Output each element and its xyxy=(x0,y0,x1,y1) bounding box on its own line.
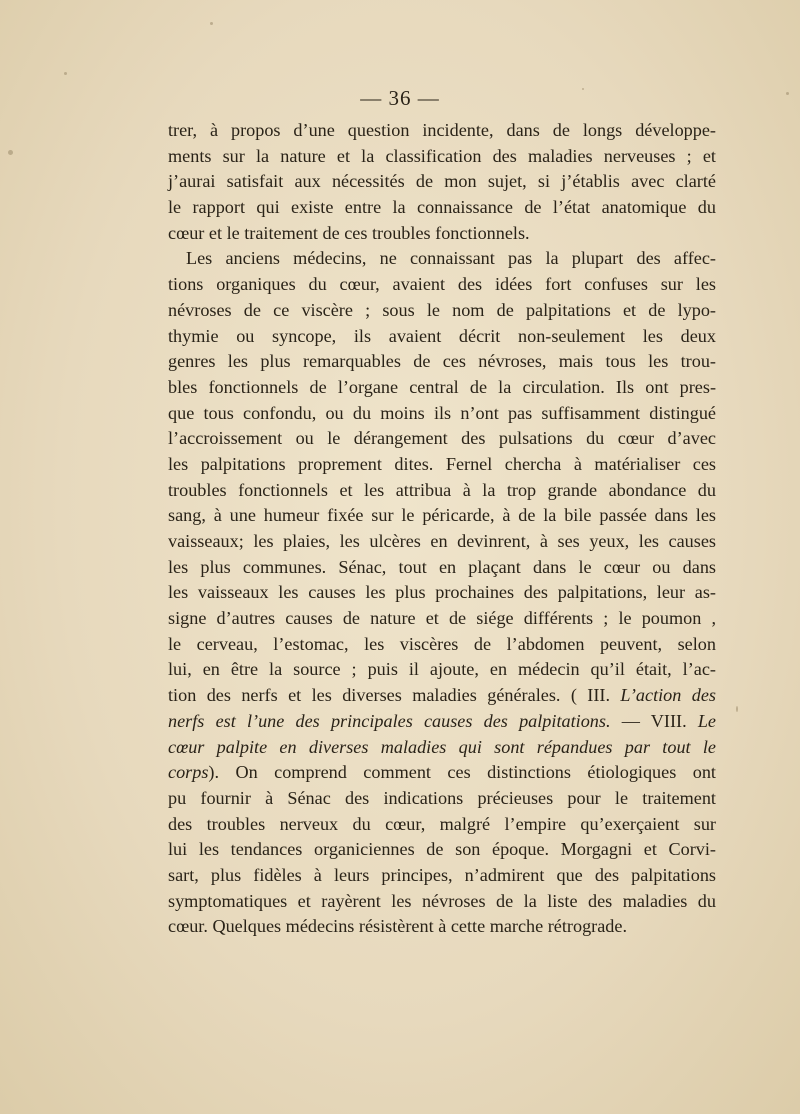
body-text xyxy=(168,118,716,940)
text-line xyxy=(168,735,716,761)
text-line: névroses de ce viscère ; sous le nom de palpitations et de lypo- xyxy=(168,299,716,320)
italic-quote: corps xyxy=(168,762,209,783)
text-line: cœur. Quelques médecins résistèrent à cette marche rétrograde. xyxy=(168,916,628,937)
paper-speck xyxy=(786,92,789,95)
text-line: troubles fonctionnels et les attribua à la trop grande abondance du xyxy=(168,479,716,500)
italic-quote: cœur palpite en diverses maladies qui sont répandues par tout le xyxy=(168,736,716,757)
page-number: — 36 — xyxy=(360,86,440,110)
text-line: cœur et le traitement de ces troubles fonctionnels. xyxy=(168,222,530,243)
text-line: sart, plus fidèles à leurs principes, n’admirent que des palpitations xyxy=(168,864,716,885)
text-line: tions organiques du cœur, avaient des idées fort confuses sur les xyxy=(168,274,716,295)
text-line: j’aurai satisfait aux nécessités de mon sujet, si j’établis avec clarté xyxy=(168,171,716,192)
text-line: que tous confondu, ou du moins ils n’ont pas suffisamment distingué xyxy=(168,402,716,423)
paper-speck xyxy=(64,72,67,75)
text-line: trer, à propos d’une question incidente, dans de longs développe- xyxy=(168,120,716,140)
text-line: lui les tendances organiciennes de son époque. Morgagni et Corvi- xyxy=(168,839,716,860)
paper-speck xyxy=(582,88,584,90)
italic-quote: L’action des xyxy=(620,685,717,706)
paper-speck xyxy=(210,22,213,25)
text-line: ments sur la nature et la classification des maladies nerveuses ; et xyxy=(168,145,716,166)
paper-speck xyxy=(736,706,738,712)
text-line: nerfs est l’une des principales causes des palpitations. — VIII. Le xyxy=(168,710,716,731)
text-line: les vaisseaux les causes les plus prochaines des palpitations, leur as- xyxy=(168,582,716,603)
italic-quote: nerfs est l’une des principales causes des palpitations. xyxy=(168,710,611,731)
text-line: pu fournir à Sénac des indications précieuses pour le traitement xyxy=(168,787,716,808)
text-line: l’accroissement ou le dérangement des pulsations du cœur d’avec xyxy=(168,428,716,449)
text-line: lui, en être la source ; puis il ajoute, en médecin qu’il était, l’ac- xyxy=(168,659,716,680)
text-line: corps). On comprend comment ces distinctions étiologiques ont xyxy=(168,762,716,783)
text-line: le rapport qui existe entre la connaissance de l’état anatomique du xyxy=(168,197,716,218)
text-line: genres les plus remarquables de ces névroses, mais tous les trou- xyxy=(168,351,716,372)
text-line: bles fonctionnels de l’organe central de la circulation. Ils ont pres- xyxy=(168,376,716,397)
text-line: les palpitations proprement dites. Fernel chercha à matérialiser ces xyxy=(168,453,716,474)
italic-quote: Le xyxy=(697,710,716,731)
text-line: sang, à une humeur fixée sur le péricarde, à de la bile passée dans les xyxy=(168,505,716,526)
text-line: vaisseaux; les plaies, les ulcères en devinrent, à ses yeux, les causes xyxy=(168,531,716,551)
text-line: signe d’autres causes de nature et de siége différents ; le poumon , xyxy=(168,608,716,629)
text-line: Les anciens médecins, ne connaissant pas la plupart des affec- xyxy=(186,248,716,269)
text-line: symptomatiques et rayèrent les névroses de la liste des maladies du xyxy=(168,890,716,911)
text-line: le cerveau, l’estomac, les viscères de l’abdomen peuvent, selon xyxy=(168,633,716,654)
paper-speck xyxy=(8,150,13,155)
text-line: les plus communes. Sénac, tout en plaçant dans le cœur ou dans xyxy=(168,556,716,577)
text-line: tion des nerfs et les diverses maladies générales. ( III. L’action des xyxy=(168,685,717,706)
text-line: des troubles nerveux du cœur, malgré l’empire qu’exerçaient sur xyxy=(168,813,716,834)
text-line: thymie ou syncope, ils avaient décrit non-seulement les deux xyxy=(168,325,716,346)
